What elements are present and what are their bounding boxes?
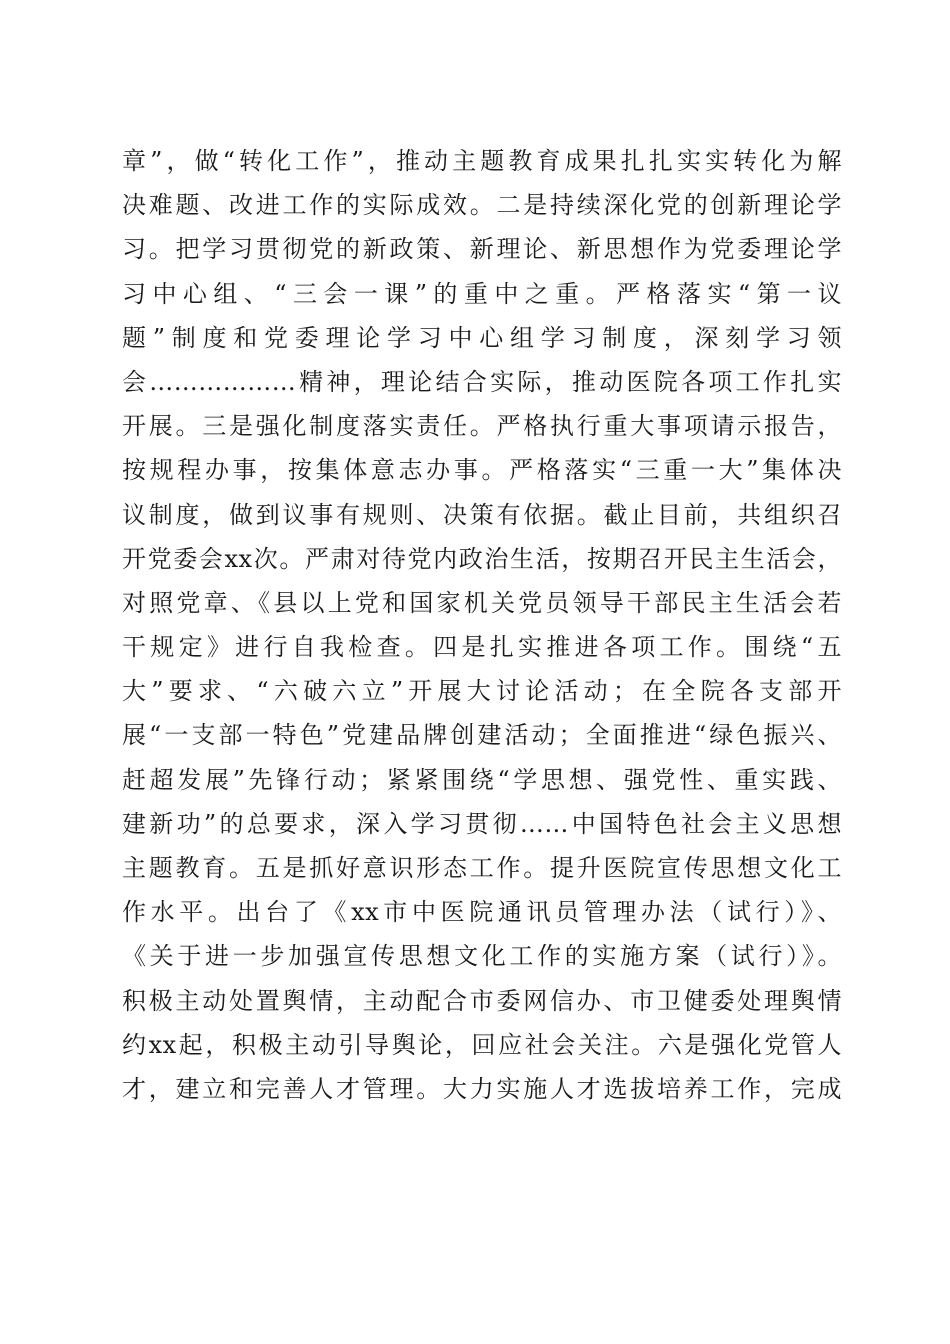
text-line: 建新功”的总要求，深入学习贯彻……中国特色社会主义思想 [122,809,842,838]
text-line: 决难题、改进工作的实际成效。二是持续深化党的创新理论学 [122,191,842,220]
body-text [122,139,842,1111]
text-line: 赶超发展”先锋行动；紧紧围绕“学思想、强党性、重实践、 [122,765,842,794]
text-line: 对照党章、《县以上党和国家机关党员领导干部民主生活会若 [122,588,842,617]
text-line: 才，建立和完善人才管理。大力实施人才选拔培养工作，完成 [122,1074,842,1103]
text-line: 开展。三是强化制度落实责任。严格执行重大事项请示报告， [122,412,842,441]
text-line: 议制度，做到议事有规则、决策有依据。截止目前，共组织召 [122,500,842,529]
text-line: 展“一支部一特色”党建品牌创建活动；全面推进“绿色振兴、 [122,721,842,750]
text-line: 积极主动处置舆情，主动配合市委网信办、市卫健委处理舆情 [122,986,842,1015]
text-line: 约xx起，积极主动引导舆论，回应社会关注。六是强化党管人 [122,1030,842,1059]
text-line: 会………………精神，理论结合实际，推动医院各项工作扎实 [122,367,842,396]
text-line: 题”制度和党委理论学习中心组学习制度，深刻学习领 [122,323,842,352]
text-line: 开党委会xx次。严肃对待党内政治生活，按期召开民主生活会， [122,544,842,573]
text-line: 习。把学习贯彻党的新政策、新理论、新思想作为党委理论学 [122,235,842,264]
text-line: 习中心组、“三会一课”的重中之重。严格落实“第一议 [122,279,842,308]
text-line: 按规程办事，按集体意志办事。严格落实“三重一大”集体决 [122,456,842,485]
text-line: 章”，做“转化工作”，推动主题教育成果扎扎实实转化为解 [122,147,842,175]
text-line: 大”要求、“六破六立”开展大讨论活动；在全院各支部开 [122,677,842,706]
text-line: 主题教育。五是抓好意识形态工作。提升医院宣传思想文化工 [122,854,842,882]
text-line: 作水平。出台了《xx市中医院通讯员管理办法（试行）》、 [122,898,842,927]
text-line: 干规定》进行自我检查。四是扎实推进各项工作。围绕“五 [122,633,842,662]
text-line: 《关于进一步加强宣传思想文化工作的实施方案（试行）》。 [122,942,842,971]
